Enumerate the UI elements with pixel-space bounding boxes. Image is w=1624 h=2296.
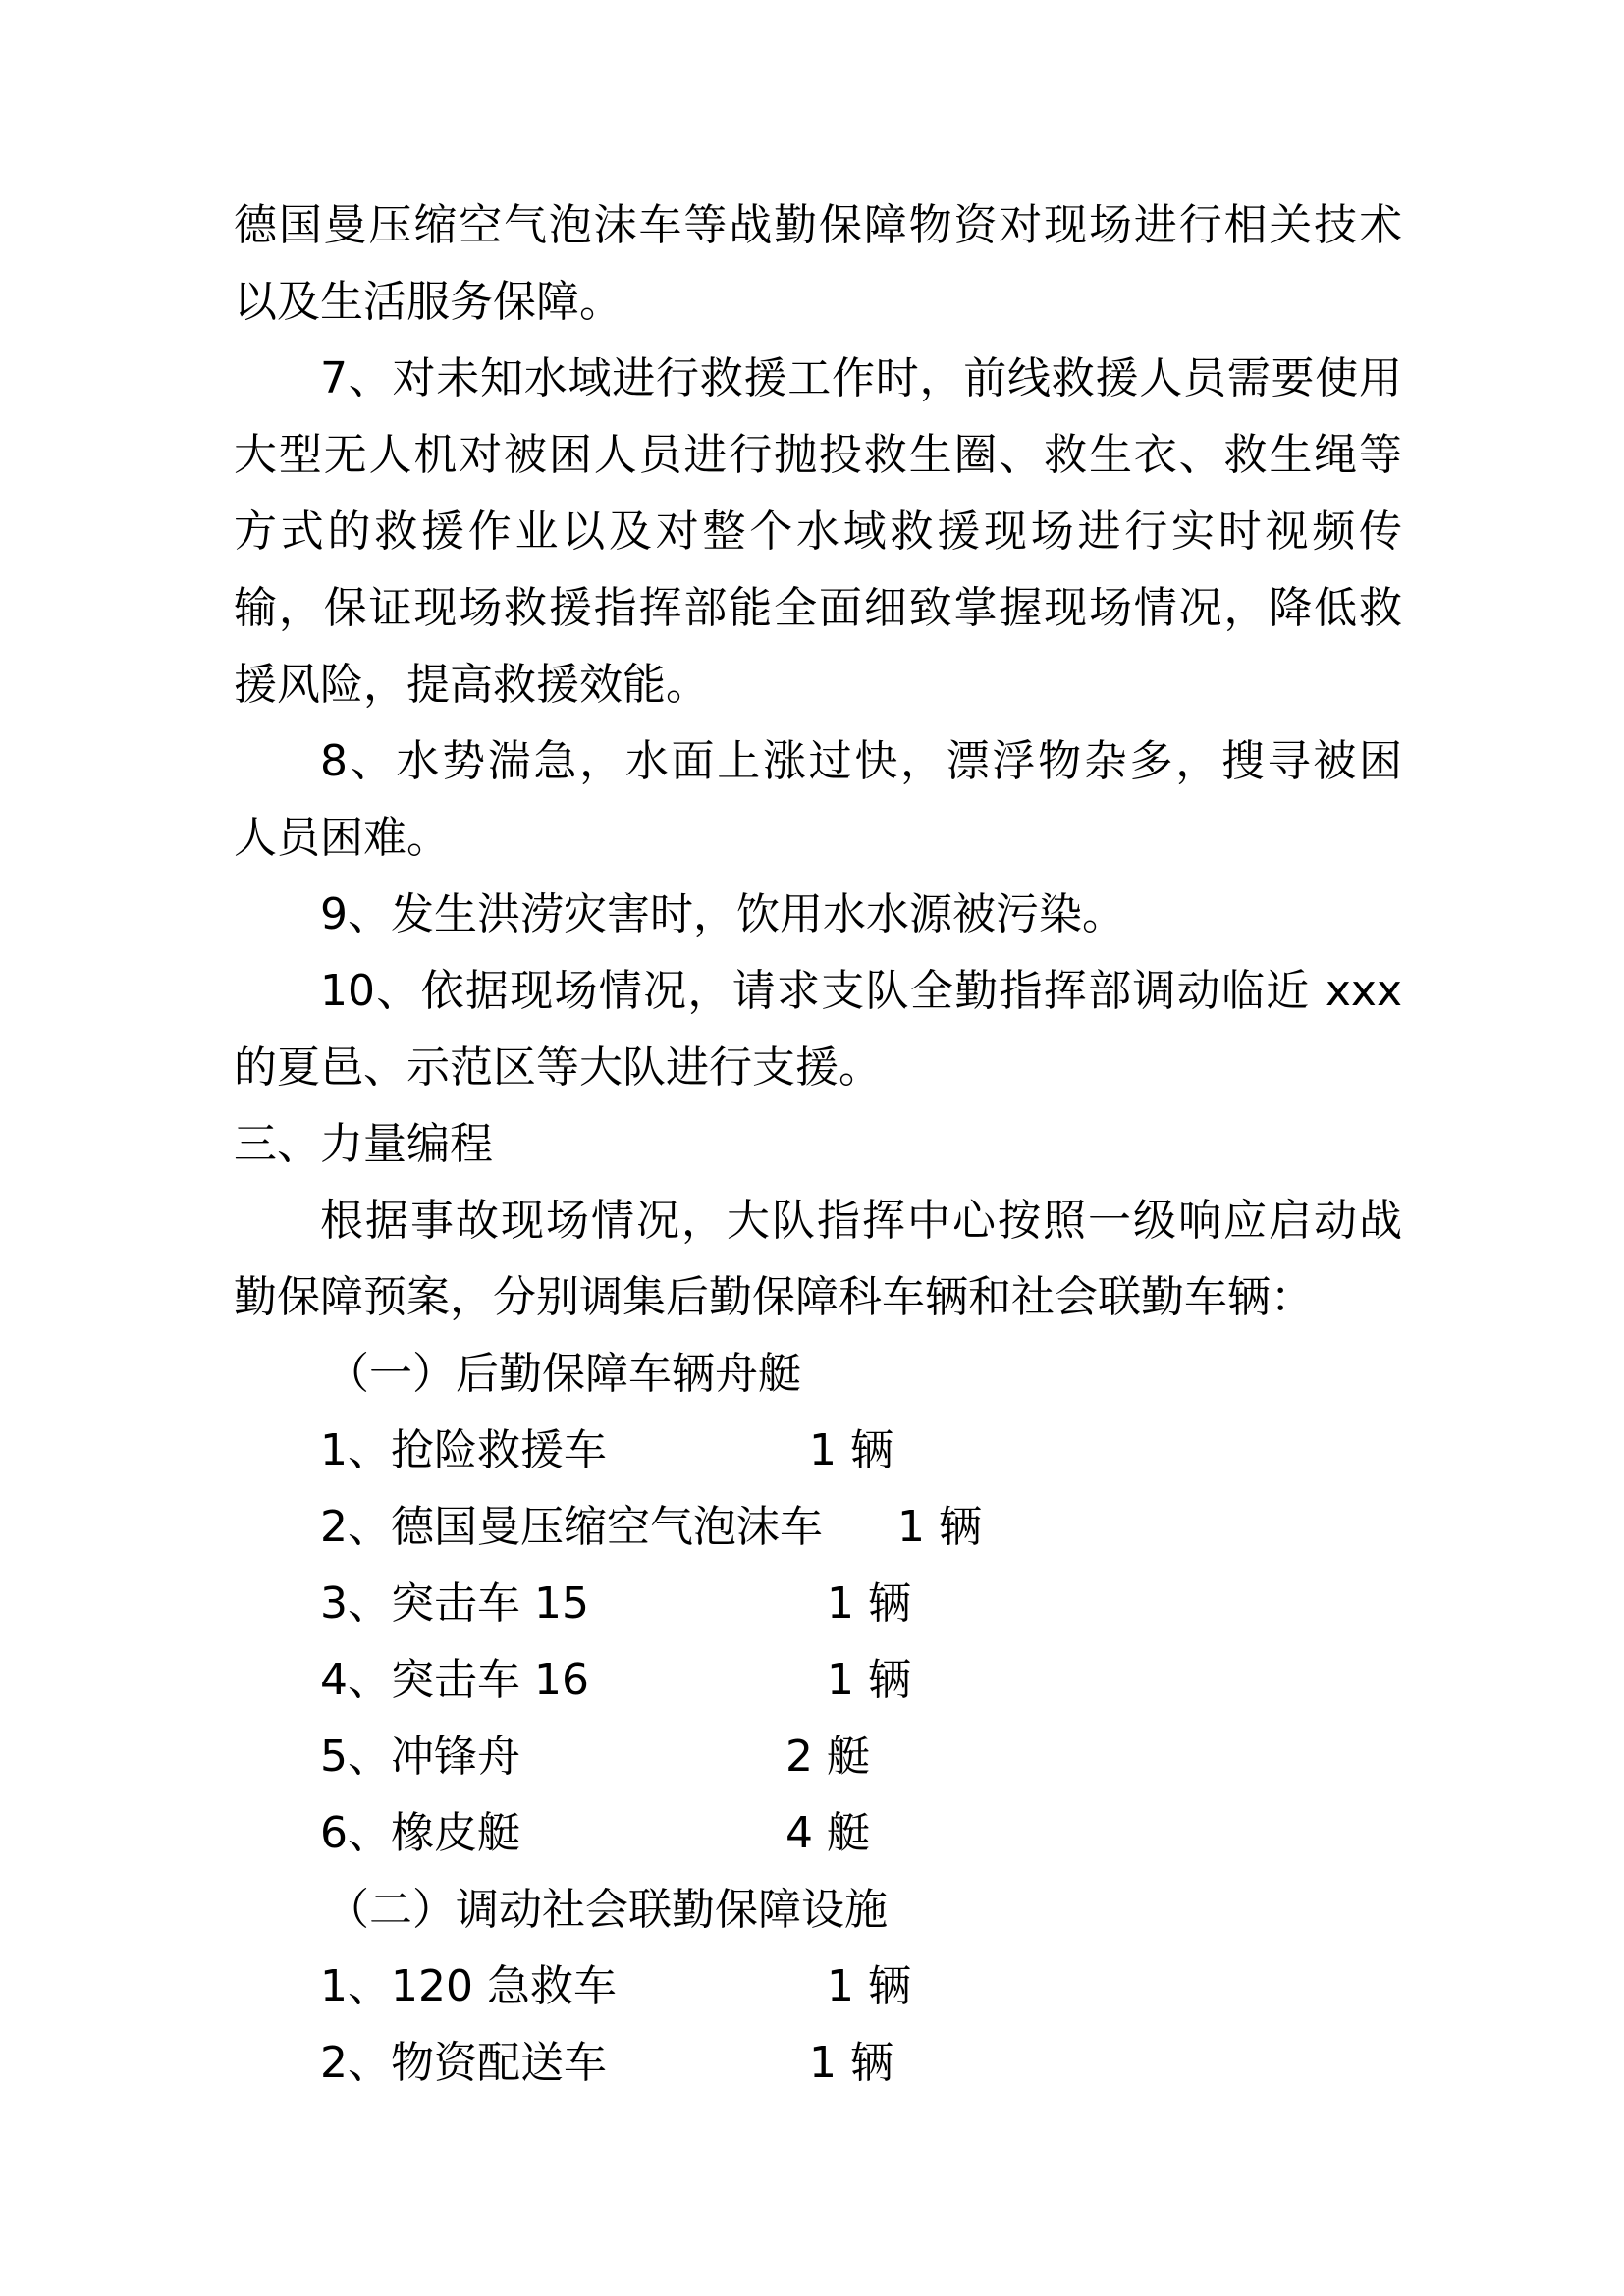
item-name: 2、物资配送车 [320,2038,607,2088]
text-line: 9、发生洪涝灾害时，饮用水水源被污染。 [320,889,1125,939]
item-quantity: 4 艇 [785,1808,870,1858]
item-quantity: 1 辆 [809,1425,893,1475]
list-item [320,1575,911,1633]
item-name: 1、抢险救援车 [320,1425,607,1475]
text-line: 以及生活服务保障。 [234,277,623,327]
item-name: 6、橡皮艇 [320,1808,520,1858]
list-item [320,2034,893,2093]
item-quantity: 1 辆 [827,1961,911,2011]
subsection-heading: （一）后勤保障车辆舟艇 [326,1349,801,1399]
text-line: 援风险，提高救援效能。 [234,660,709,710]
item-quantity: 1 辆 [897,1502,982,1552]
text-line: 大型无人机对被困人员进行抛投救生圈、救生衣、救生绳等 [234,430,1402,480]
item-name: 1、120 急救车 [320,1961,617,2011]
text-line: 10、依据现场情况，请求支队全勤指挥部调动临近 xxx [320,966,1402,1016]
text-line: 8、水势湍急，水面上涨过快，漂浮物杂多，搜寻被困 [320,736,1402,786]
subsection-heading: （二）调动社会联勤保障设施 [326,1885,888,1935]
item-quantity: 1 辆 [827,1655,911,1705]
text-line: 根据事故现场情况，大队指挥中心按照一级响应启动战 [320,1196,1402,1246]
list-item [320,1498,982,1557]
item-quantity: 2 艇 [785,1732,870,1782]
item-name: 5、冲锋舟 [320,1732,520,1782]
list-item [320,1804,870,1863]
text-line: 7、对未知水域进行救援工作时，前线救援人员需要使用 [320,353,1402,403]
item-name: 4、突击车 16 [320,1655,589,1705]
item-name: 3、突击车 15 [320,1578,589,1629]
list-item [320,1728,870,1787]
text-line: 方式的救援作业以及对整个水域救援现场进行实时视频传 [234,507,1402,557]
text-line: 的夏邑、示范区等大队进行支援。 [234,1042,882,1093]
text-line: 输，保证现场救援指挥部能全面细致掌握现场情况，降低救 [234,583,1402,633]
text-line: 勤保障预案，分别调集后勤保障科车辆和社会联勤车辆： [234,1272,1314,1322]
list-item [320,1421,893,1480]
item-quantity: 1 辆 [827,1578,911,1629]
text-line: 人员困难。 [234,813,450,863]
list-item [320,1957,911,2016]
section-heading: 三、力量编程 [234,1119,493,1169]
list-item [320,1651,911,1710]
text-line: 德国曼压缩空气泡沫车等战勤保障物资对现场进行相关技术 [234,200,1402,250]
item-quantity: 1 辆 [809,2038,893,2088]
item-name: 2、德国曼压缩空气泡沫车 [320,1502,823,1552]
